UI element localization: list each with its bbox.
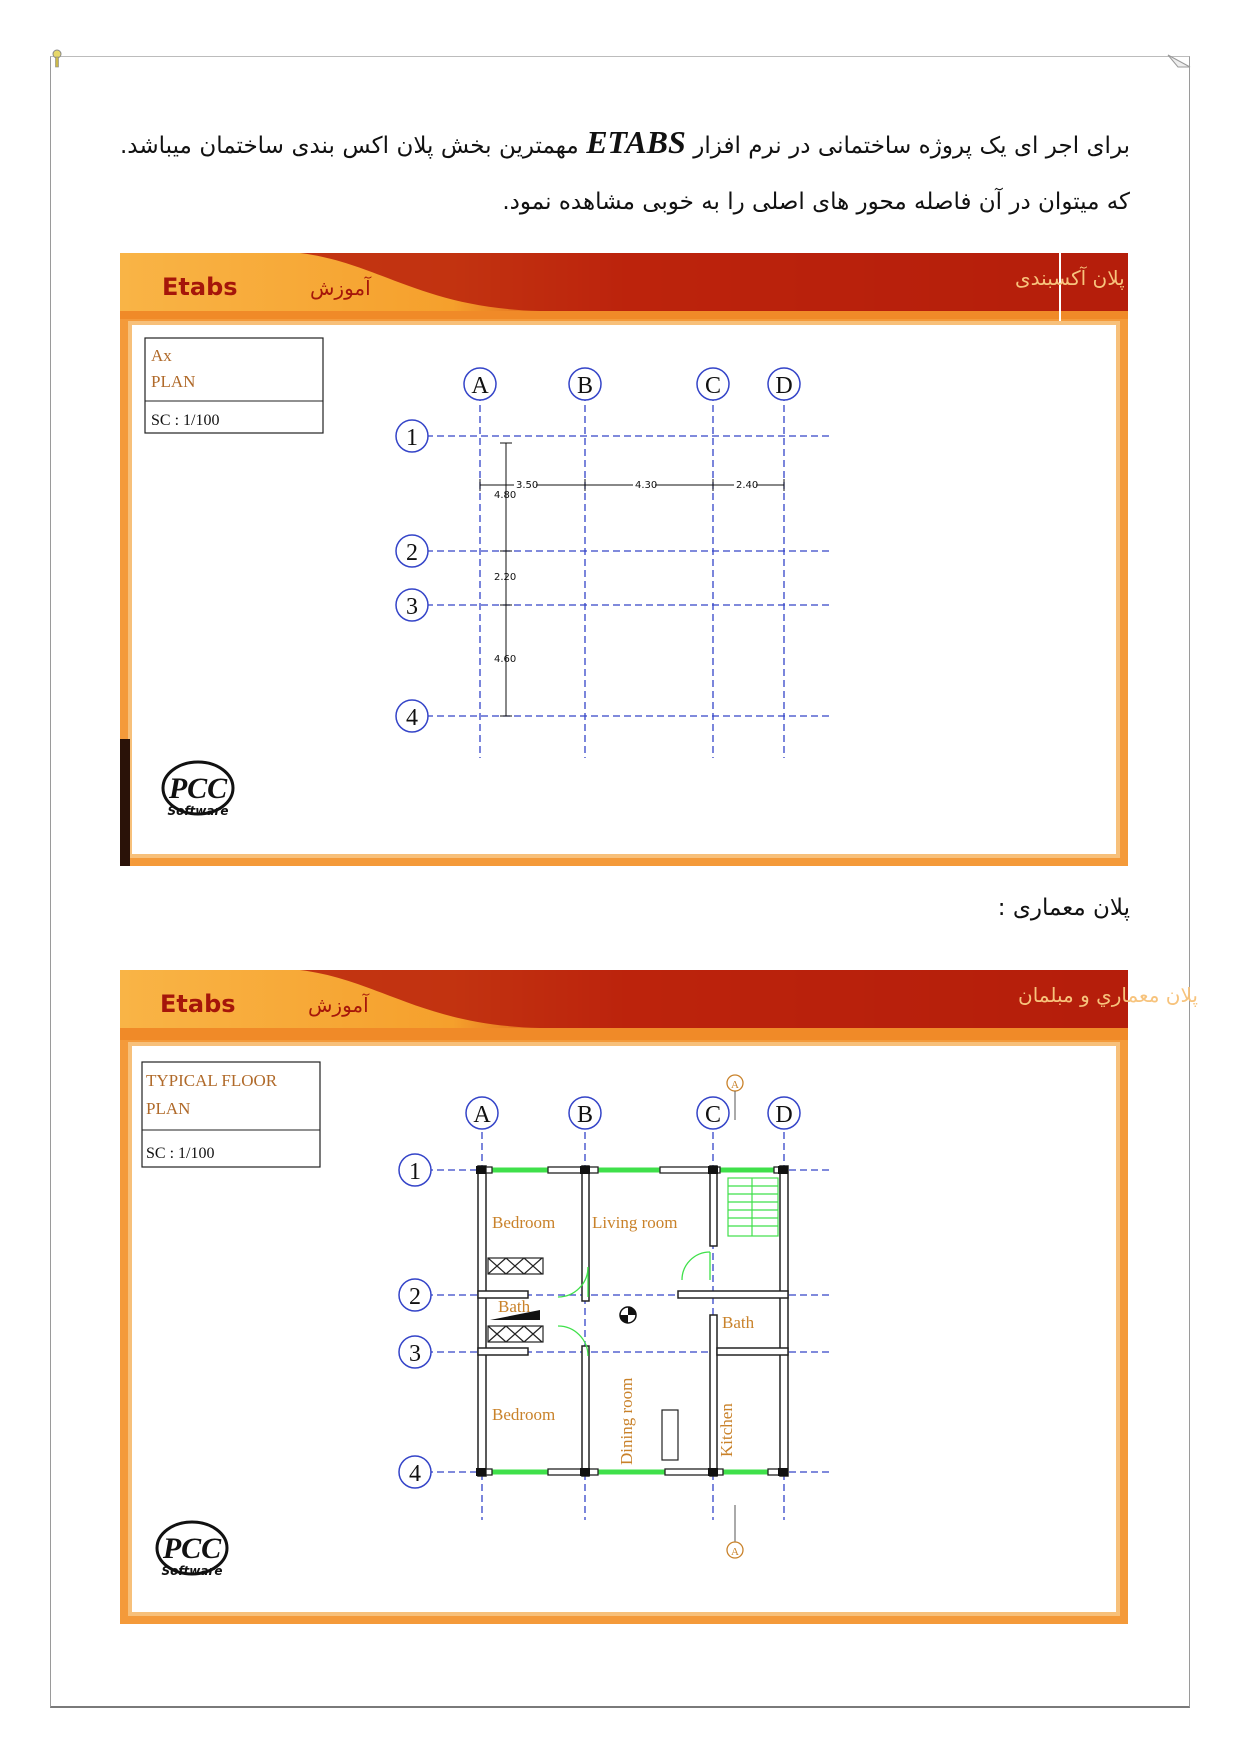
svg-text:Software: Software	[161, 1564, 223, 1578]
svg-text:PCC: PCC	[168, 772, 228, 805]
architectural-plan-slide	[120, 970, 1198, 1624]
slide1-title-line1: Ax	[151, 346, 172, 365]
svg-text:2: 2	[409, 1284, 421, 1310]
slide1-dim-h1: 3.50	[516, 480, 539, 491]
slide2-brand-en: Etabs	[160, 990, 236, 1018]
page-fold-icon	[1168, 55, 1192, 69]
slide2-col-c	[697, 1097, 729, 1129]
slide2-room-bedroom-1: Bedroom	[492, 1213, 556, 1232]
slide1-col-d	[768, 368, 800, 400]
svg-text:PCC: PCC	[162, 1532, 222, 1565]
svg-text:A: A	[731, 1546, 739, 1558]
slide1-row-1	[396, 420, 428, 452]
slide1-scale: SC : 1/100	[151, 412, 220, 429]
svg-text:B: B	[576, 373, 594, 399]
svg-text:3: 3	[406, 594, 418, 620]
svg-text:A: A	[731, 1079, 739, 1091]
slide1-title-line2: PLAN	[151, 372, 196, 391]
svg-text:C: C	[704, 373, 722, 399]
svg-text:4: 4	[409, 1461, 421, 1487]
slide1-col-a	[464, 368, 496, 400]
svg-text:2: 2	[406, 540, 418, 566]
slide1-row-3	[396, 589, 428, 621]
slide2-room-bedroom-2: Bedroom	[492, 1405, 556, 1424]
slide1-dim-h3: 2.40	[736, 480, 759, 491]
slide2-fridge	[662, 1410, 678, 1460]
slide2-room-bath-2: Bath	[722, 1313, 755, 1332]
svg-text:1: 1	[409, 1159, 421, 1185]
intro-text-2: مهمترین بخش پلان اکس بندی	[291, 133, 579, 159]
slide2-room-dining: Dining room	[617, 1377, 636, 1465]
section-label: پلان معماری :	[997, 895, 1130, 921]
axis-plan-slide	[120, 253, 1128, 866]
slide2-brand-fa: آموزش	[308, 993, 369, 1017]
slide2-header-title: پلان معماري و مبلمان	[1018, 983, 1198, 1007]
slide1-dim-v3: 4.60	[494, 654, 517, 665]
slide2-row-1	[399, 1154, 431, 1186]
svg-text:D: D	[775, 1102, 793, 1128]
svg-text:A: A	[473, 1102, 491, 1128]
slide1-dim-v1: 4.80	[494, 490, 517, 501]
slide2-row-2	[399, 1279, 431, 1311]
slide1-title-block	[145, 338, 323, 433]
slide1-header-title: پلان آکسبندی	[1015, 266, 1125, 290]
intro-text-3: ساختمان میباشد. که میتوان در آن فاصله محور های اصلی را به خوبی مشاهده نمود.	[120, 133, 1130, 215]
pin-icon	[50, 48, 64, 70]
svg-text:4: 4	[406, 705, 418, 731]
svg-text:A: A	[471, 373, 489, 399]
intro-text-1: برای اجر ای یک پروژه ساختمانی در نرم افزار	[693, 133, 1131, 159]
slide2-title-block	[142, 1062, 320, 1167]
slide2-col-d	[768, 1097, 800, 1129]
slide1-brand-fa: آموزش	[310, 276, 371, 300]
slide2-room-bath-1: Bath	[498, 1297, 531, 1316]
svg-text:1: 1	[406, 425, 418, 451]
slide2-row-4	[399, 1456, 431, 1488]
slide1-row-2	[396, 535, 428, 567]
svg-text:C: C	[704, 1102, 722, 1128]
slide1-dim-h2: 4.30	[635, 480, 658, 491]
svg-text:B: B	[576, 1102, 594, 1128]
slide1-dim-v2: 2.20	[494, 572, 517, 583]
slide2-title-line2: PLAN	[146, 1099, 191, 1118]
slide1-col-c	[697, 368, 729, 400]
svg-text:Software: Software	[167, 804, 229, 818]
slide1-col-b	[569, 368, 601, 400]
slide2-scale: SC : 1/100	[146, 1145, 215, 1162]
svg-text:3: 3	[409, 1341, 421, 1367]
slide2-row-3	[399, 1336, 431, 1368]
slide2-center-mark	[620, 1307, 636, 1323]
slide2-room-living: Living room	[592, 1213, 678, 1232]
intro-brand: ETABS	[586, 124, 686, 160]
slide2-title-line1: TYPICAL FLOOR	[146, 1071, 278, 1090]
slide2-col-b	[569, 1097, 601, 1129]
svg-text:D: D	[775, 373, 793, 399]
slide2-room-kitchen: Kitchen	[717, 1403, 736, 1457]
slide1-row-4	[396, 700, 428, 732]
intro-paragraph	[120, 114, 1130, 230]
slide2-col-a	[466, 1097, 498, 1129]
slide1-brand-en: Etabs	[162, 273, 238, 301]
